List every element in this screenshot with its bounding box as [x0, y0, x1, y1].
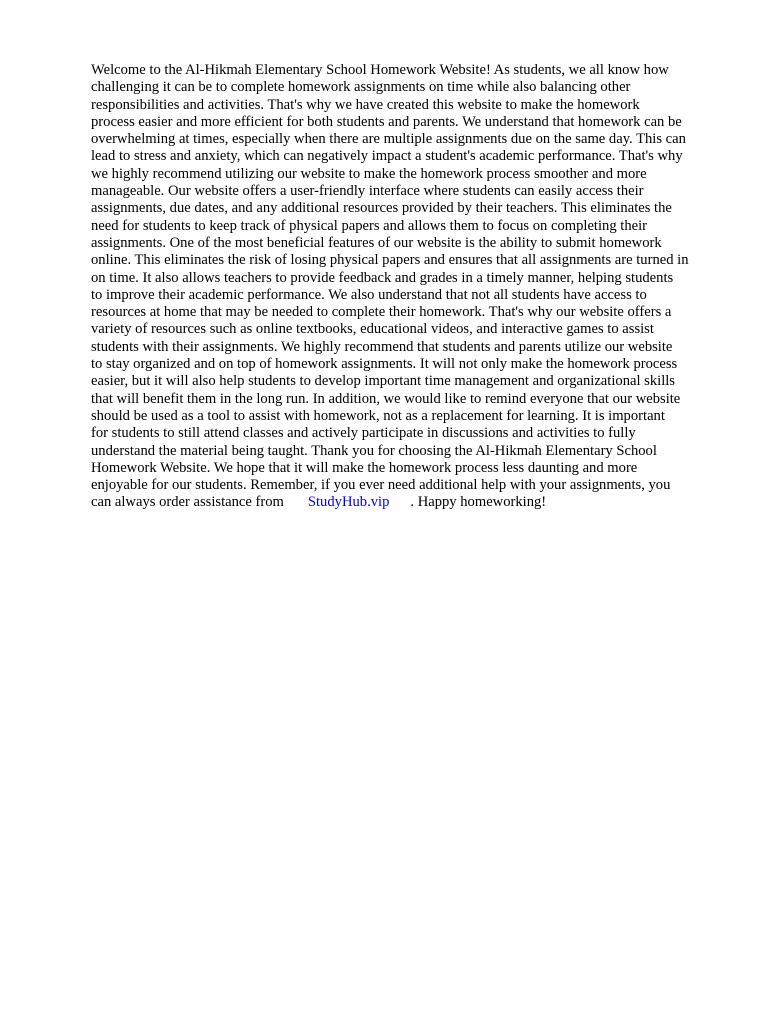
paragraph-line: Welcome to the Al-Hikmah Elementary School Homework Website! As students, we all know how: [91, 62, 669, 78]
paragraph-line: easier, but it will also help students to develop important time management and organizational skills: [91, 373, 675, 390]
last-line-suffix: . Happy homeworking!: [410, 494, 547, 511]
paragraph-line: process easier and more efficient for both students and parents. We understand that homework can be: [91, 113, 682, 130]
paragraph-line: overwhelming at times, especially when there are multiple assignments due on the same day. This can: [91, 131, 686, 148]
welcome-paragraph: [91, 62, 731, 512]
paragraph-line: that will benefit them in the long run. In addition, we would like to remind everyone that our website: [91, 390, 681, 407]
paragraph-line: manageable. Our website offers a user-friendly interface where students can easily access their: [91, 183, 644, 200]
paragraph-line: challenging it can be to complete homework assignments on time while also balancing other: [91, 79, 631, 96]
paragraph-line: to stay organized and on top of homework assignments. It will not only make the homework process: [91, 356, 678, 373]
paragraph-last-line: [91, 494, 731, 511]
paragraph-line: for students to still attend classes and actively participate in discussions and activities to fully: [91, 425, 636, 442]
paragraph-line: resources at home that may be needed to complete their homework. That's why our website offers a: [91, 304, 672, 321]
paragraph-line: online. This eliminates the risk of losing physical papers and ensures that all assignments are turned in: [91, 252, 689, 269]
paragraph-line: variety of resources such as online textbooks, educational videos, and interactive games to assist: [91, 321, 654, 338]
paragraph-line: to improve their academic performance. We also understand that not all students have access to: [91, 286, 647, 303]
paragraph-line: should be used as a tool to assist with homework, not as a replacement for learning. It is important: [91, 407, 665, 424]
paragraph-line: we highly recommend utilizing our website to make the homework process smoother and more: [91, 165, 647, 182]
paragraph-line: assignments. One of the most beneficial features of our website is the ability to submit homework: [91, 234, 662, 251]
paragraph-line: on time. It also allows teachers to provide feedback and grades in a timely manner, helping students: [91, 269, 674, 286]
paragraph-line: responsibilities and activities. That's why we have created this website to make the homework: [91, 96, 640, 113]
paragraph-line: Homework Website. We hope that it will make the homework process less daunting and more: [91, 459, 638, 476]
studyhub-link[interactable]: StudyHub.vip: [307, 494, 390, 511]
last-line-prefix: can always order assistance from: [91, 494, 284, 511]
paragraph-line: understand the material being taught. Thank you for choosing the Al-Hikmah Elementary School: [91, 442, 657, 459]
paragraph-line: lead to stress and anxiety, which can negatively impact a student's academic performance. That's why: [91, 148, 683, 165]
paragraph-line: need for students to keep track of physical papers and allows them to focus on completing their: [91, 217, 648, 234]
paragraph-line: assignments, due dates, and any additional resources provided by their teachers. This eliminates the: [91, 200, 672, 217]
paragraph-line: students with their assignments. We highly recommend that students and parents utilize our website: [91, 338, 673, 355]
paragraph-line: enjoyable for our students. Remember, if you ever need additional help with your assignments, you: [91, 477, 671, 494]
